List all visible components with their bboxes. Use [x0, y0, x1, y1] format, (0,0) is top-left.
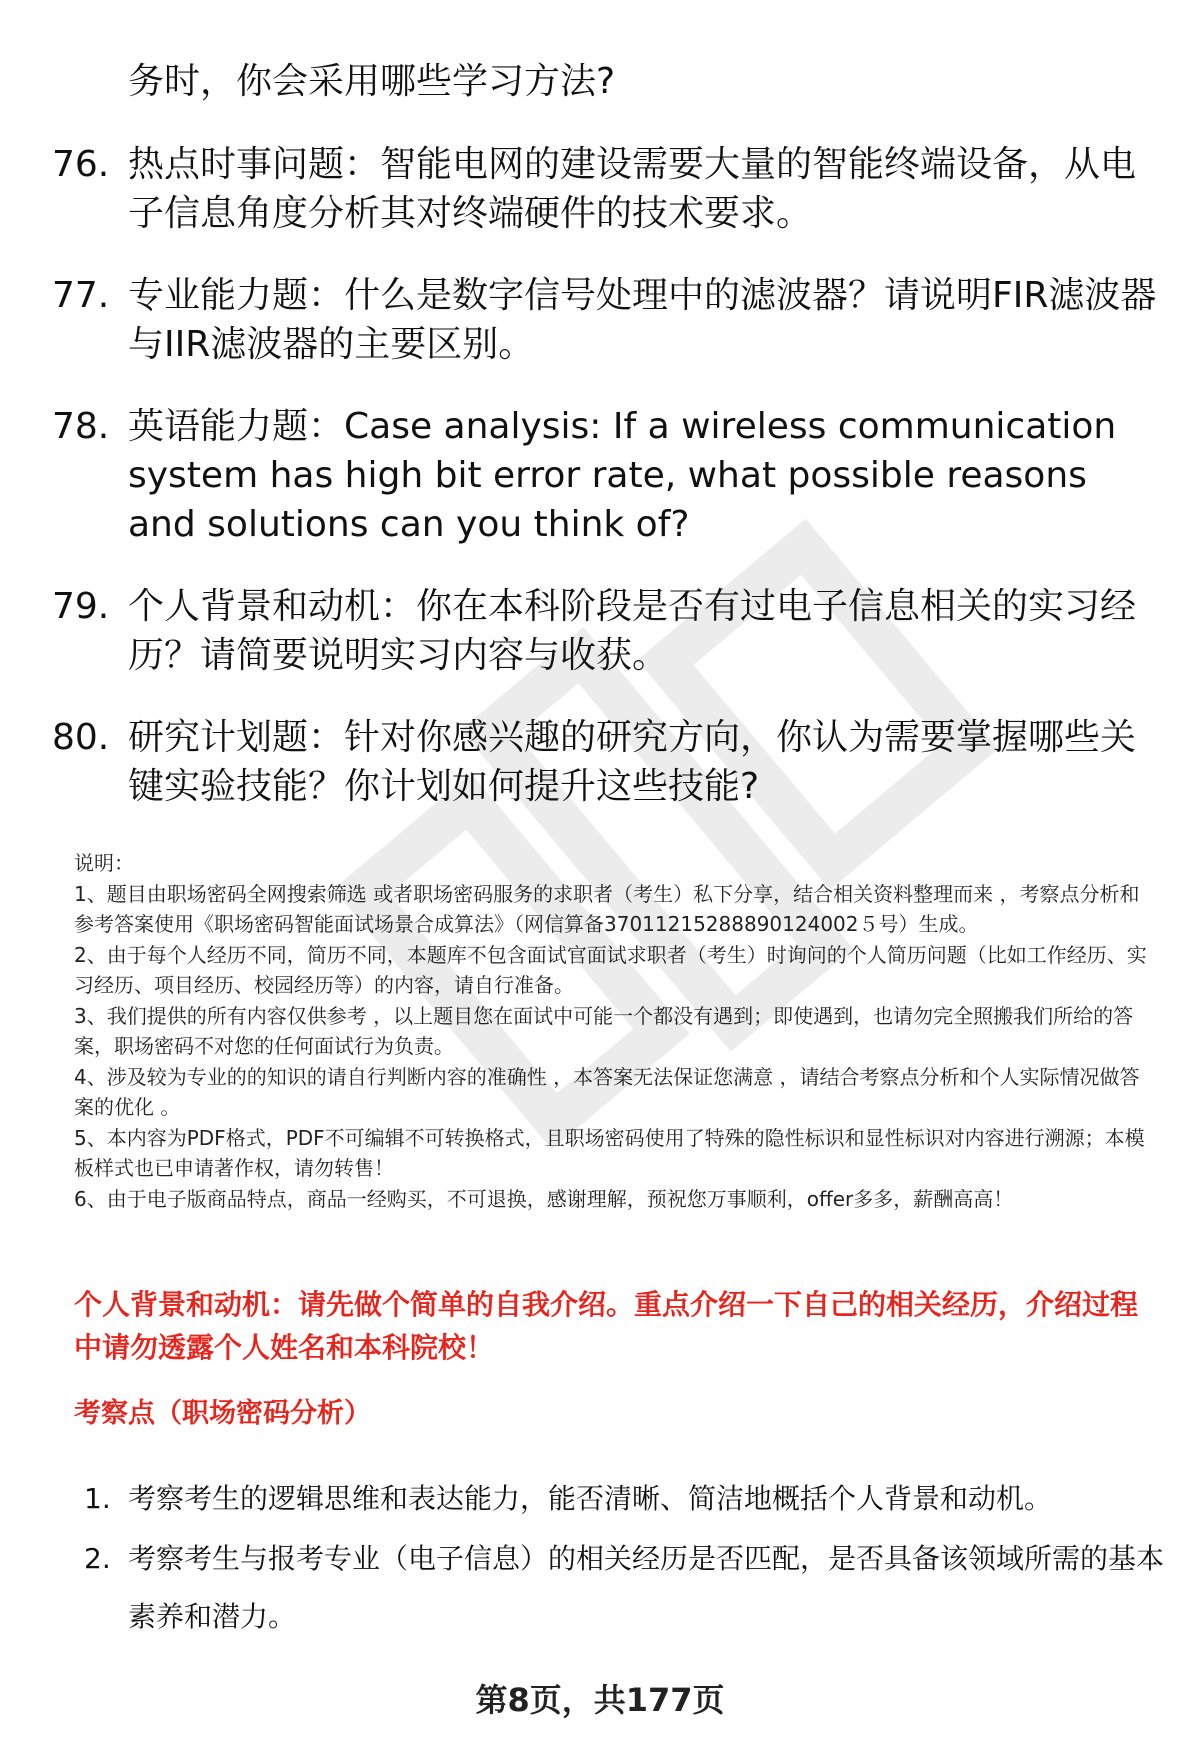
question-item	[52, 271, 1162, 369]
question-number: 80.	[52, 717, 110, 758]
question-item	[52, 582, 1162, 680]
question-number: 78.	[52, 406, 110, 447]
note-item: 2、由于每个人经历不同，简历不同，本题库不包含面试官面试求职者（考生）时询问的个人简历问题（比如工作经历、实习经历、项目经历、校园经历等）的内容，请自行准备。	[74, 942, 1147, 997]
point-text: 考察考生的逻辑思维和表达能力，能否清晰、简洁地概括个人背景和动机。	[128, 1482, 1053, 1515]
question-number: 76.	[52, 144, 110, 185]
question-item	[52, 713, 1162, 811]
note-item: 6、由于电子版商品特点，商品一经购买，不可退换，感谢理解，预祝您万事顺利，offer多多，薪酬高高！	[74, 1186, 1014, 1211]
question-text: 研究计划题：针对你感兴趣的研究方向，你认为需要掌握哪些关键实验技能？你计划如何提升这些技能?	[128, 717, 1137, 807]
interview-question-heading: 个人背景和动机：请先做个简单的自我介绍。重点介绍一下自己的相关经历，介绍过程中请勿透露个人姓名和本科院校！	[74, 1288, 1139, 1364]
question-continuation: 务时，你会采用哪些学习方法?	[128, 61, 616, 102]
notes-title: 说明：	[74, 851, 134, 875]
question-text: 热点时事问题：智能电网的建设需要大量的智能终端设备，从电子信息角度分析其对终端硬件的技术要求。	[128, 144, 1137, 234]
point-number: 2.	[84, 1542, 111, 1575]
question-item	[52, 402, 1162, 549]
note-item: 1、题目由职场密码全网搜索筛选 或者职场密码服务的求职者（考生）私下分享，结合相关资料整理而来 ，考察点分析和参考答案使用《职场密码智能面试场景合成算法》（网信算备37011215288890124002５号）生成。	[74, 881, 1140, 936]
analysis-point	[84, 1530, 1164, 1646]
question-list	[52, 140, 1162, 844]
note-item: 5、本内容为PDF格式，PDF不可编辑不可转换格式，且职场密码使用了特殊的隐性标识和显性标识对内容进行溯源；本模板样式也已申请著作权，请勿转售！	[74, 1125, 1145, 1180]
note-item: 3、我们提供的所有内容仅供参考 ，以上题目您在面试中可能一个都没有遇到；即使遇到，也请勿完全照搬我们所给的答案，职场密码不对您的任何面试行为负责。	[74, 1003, 1134, 1058]
analysis-point-list	[84, 1470, 1164, 1648]
question-item	[52, 140, 1162, 238]
question-number: 77.	[52, 275, 110, 316]
question-text: 英语能力题：Case analysis: If a wireless communication system has high bit error rate, what possible reasons and solutions can you think of?	[128, 406, 1117, 545]
question-number: 79.	[52, 586, 110, 627]
analysis-point	[84, 1470, 1164, 1528]
note-item: 4、涉及较为专业的的知识的请自行判断内容的准确性 ，本答案无法保证您满意 ，请结合考察点分析和个人实际情况做答案的优化 。	[74, 1064, 1140, 1119]
notes-section	[74, 848, 1154, 1214]
question-text: 专业能力题：什么是数字信号处理中的滤波器？请说明FIR滤波器与IIR滤波器的主要区别。	[128, 275, 1157, 365]
question-text: 个人背景和动机：你在本科阶段是否有过电子信息相关的实习经历？请简要说明实习内容与收获。	[128, 586, 1137, 676]
analysis-section-heading: 考察点（职场密码分析）	[74, 1398, 371, 1429]
point-number: 1.	[84, 1482, 111, 1515]
page-footer: 第8页，共177页	[475, 1681, 725, 1719]
point-text: 考察考生与报考专业（电子信息）的相关经历是否匹配，是否具备该领域所需的基本素养和潜力。	[128, 1542, 1165, 1633]
